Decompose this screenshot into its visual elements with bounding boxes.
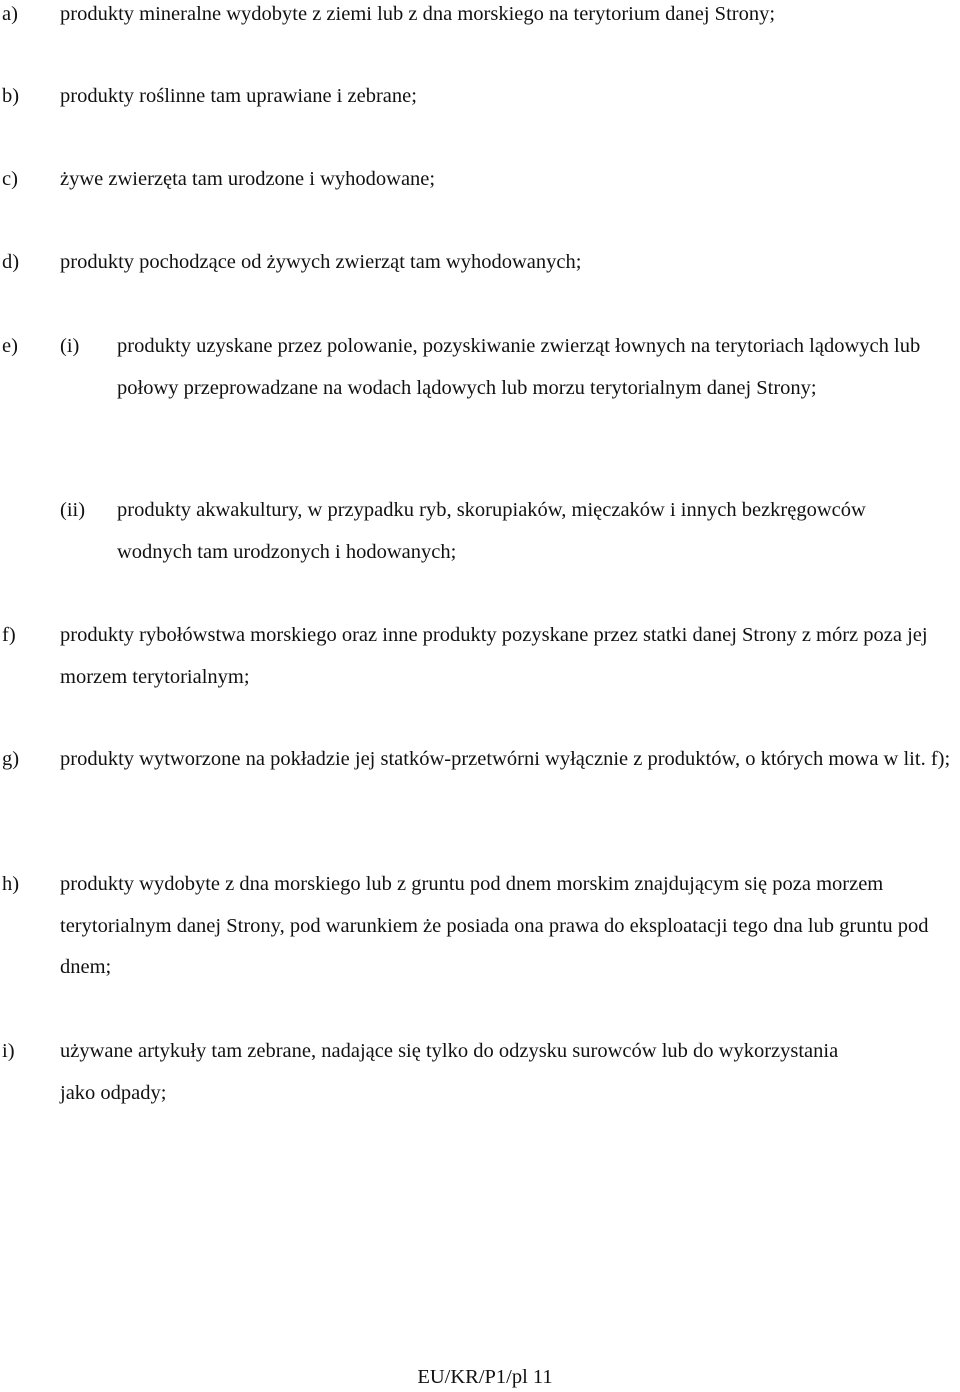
- document-reference: EU/KR/P1/pl 11: [417, 1366, 553, 1388]
- sub-list-item-text: produkty akwakultury, w przypadku ryb, skorupiaków, mięczaków i innych bezkręgowców wodnych tam urodzonych i hodowanych;: [117, 499, 866, 563]
- list-marker: g): [2, 748, 20, 770]
- list-item-text: produkty rybołówstwa morskiego oraz inne produkty pozyskane przez statki danej Strony z mórz poza jej morzem terytorialnym;: [60, 624, 928, 688]
- list-marker: a): [2, 3, 18, 25]
- list-marker: f): [2, 624, 16, 646]
- list-item-text: produkty roślinne tam uprawiane i zebrane;: [60, 85, 417, 107]
- list-marker: b): [2, 85, 20, 107]
- list-item-text: produkty mineralne wydobyte z ziemi lub z dna morskiego na terytorium danej Strony;: [60, 3, 776, 25]
- list-marker: c): [2, 168, 18, 190]
- list-marker: d): [2, 251, 20, 273]
- sub-list-marker: (ii): [60, 499, 86, 521]
- list-marker: h): [2, 873, 20, 895]
- sub-list-marker: (i): [60, 335, 80, 357]
- page-footer: [0, 1362, 960, 1392]
- list-marker: e): [2, 335, 18, 357]
- list-item-text: używane artykuły tam zebrane, nadające się tylko do odzysku surowców lub do wykorzystania jako odpady;: [60, 1040, 839, 1104]
- list-item-text: produkty pochodzące od żywych zwierząt tam wyhodowanych;: [60, 251, 582, 273]
- list-marker: i): [2, 1040, 15, 1062]
- sub-list-item-text: produkty uzyskane przez polowanie, pozyskiwanie zwierząt łownych na terytoriach lądowych lub połowy przeprowadzane na wodach lądowych lub morzu terytorialnym danej Strony;: [117, 335, 921, 399]
- list-item-text: produkty wytworzone na pokładzie jej statków-przetwórni wyłącznie z produktów, o których mowa w lit. f);: [60, 748, 951, 770]
- list-item-text: żywe zwierzęta tam urodzone i wyhodowane;: [60, 168, 436, 190]
- list-item-text: produkty wydobyte z dna morskiego lub z gruntu pod dnem morskim znajdującym się poza morzem terytorialnym danej Strony, pod warunkiem że posiada ona prawa do eksploatacji tego dna lub gruntu pod dnem;: [60, 873, 929, 978]
